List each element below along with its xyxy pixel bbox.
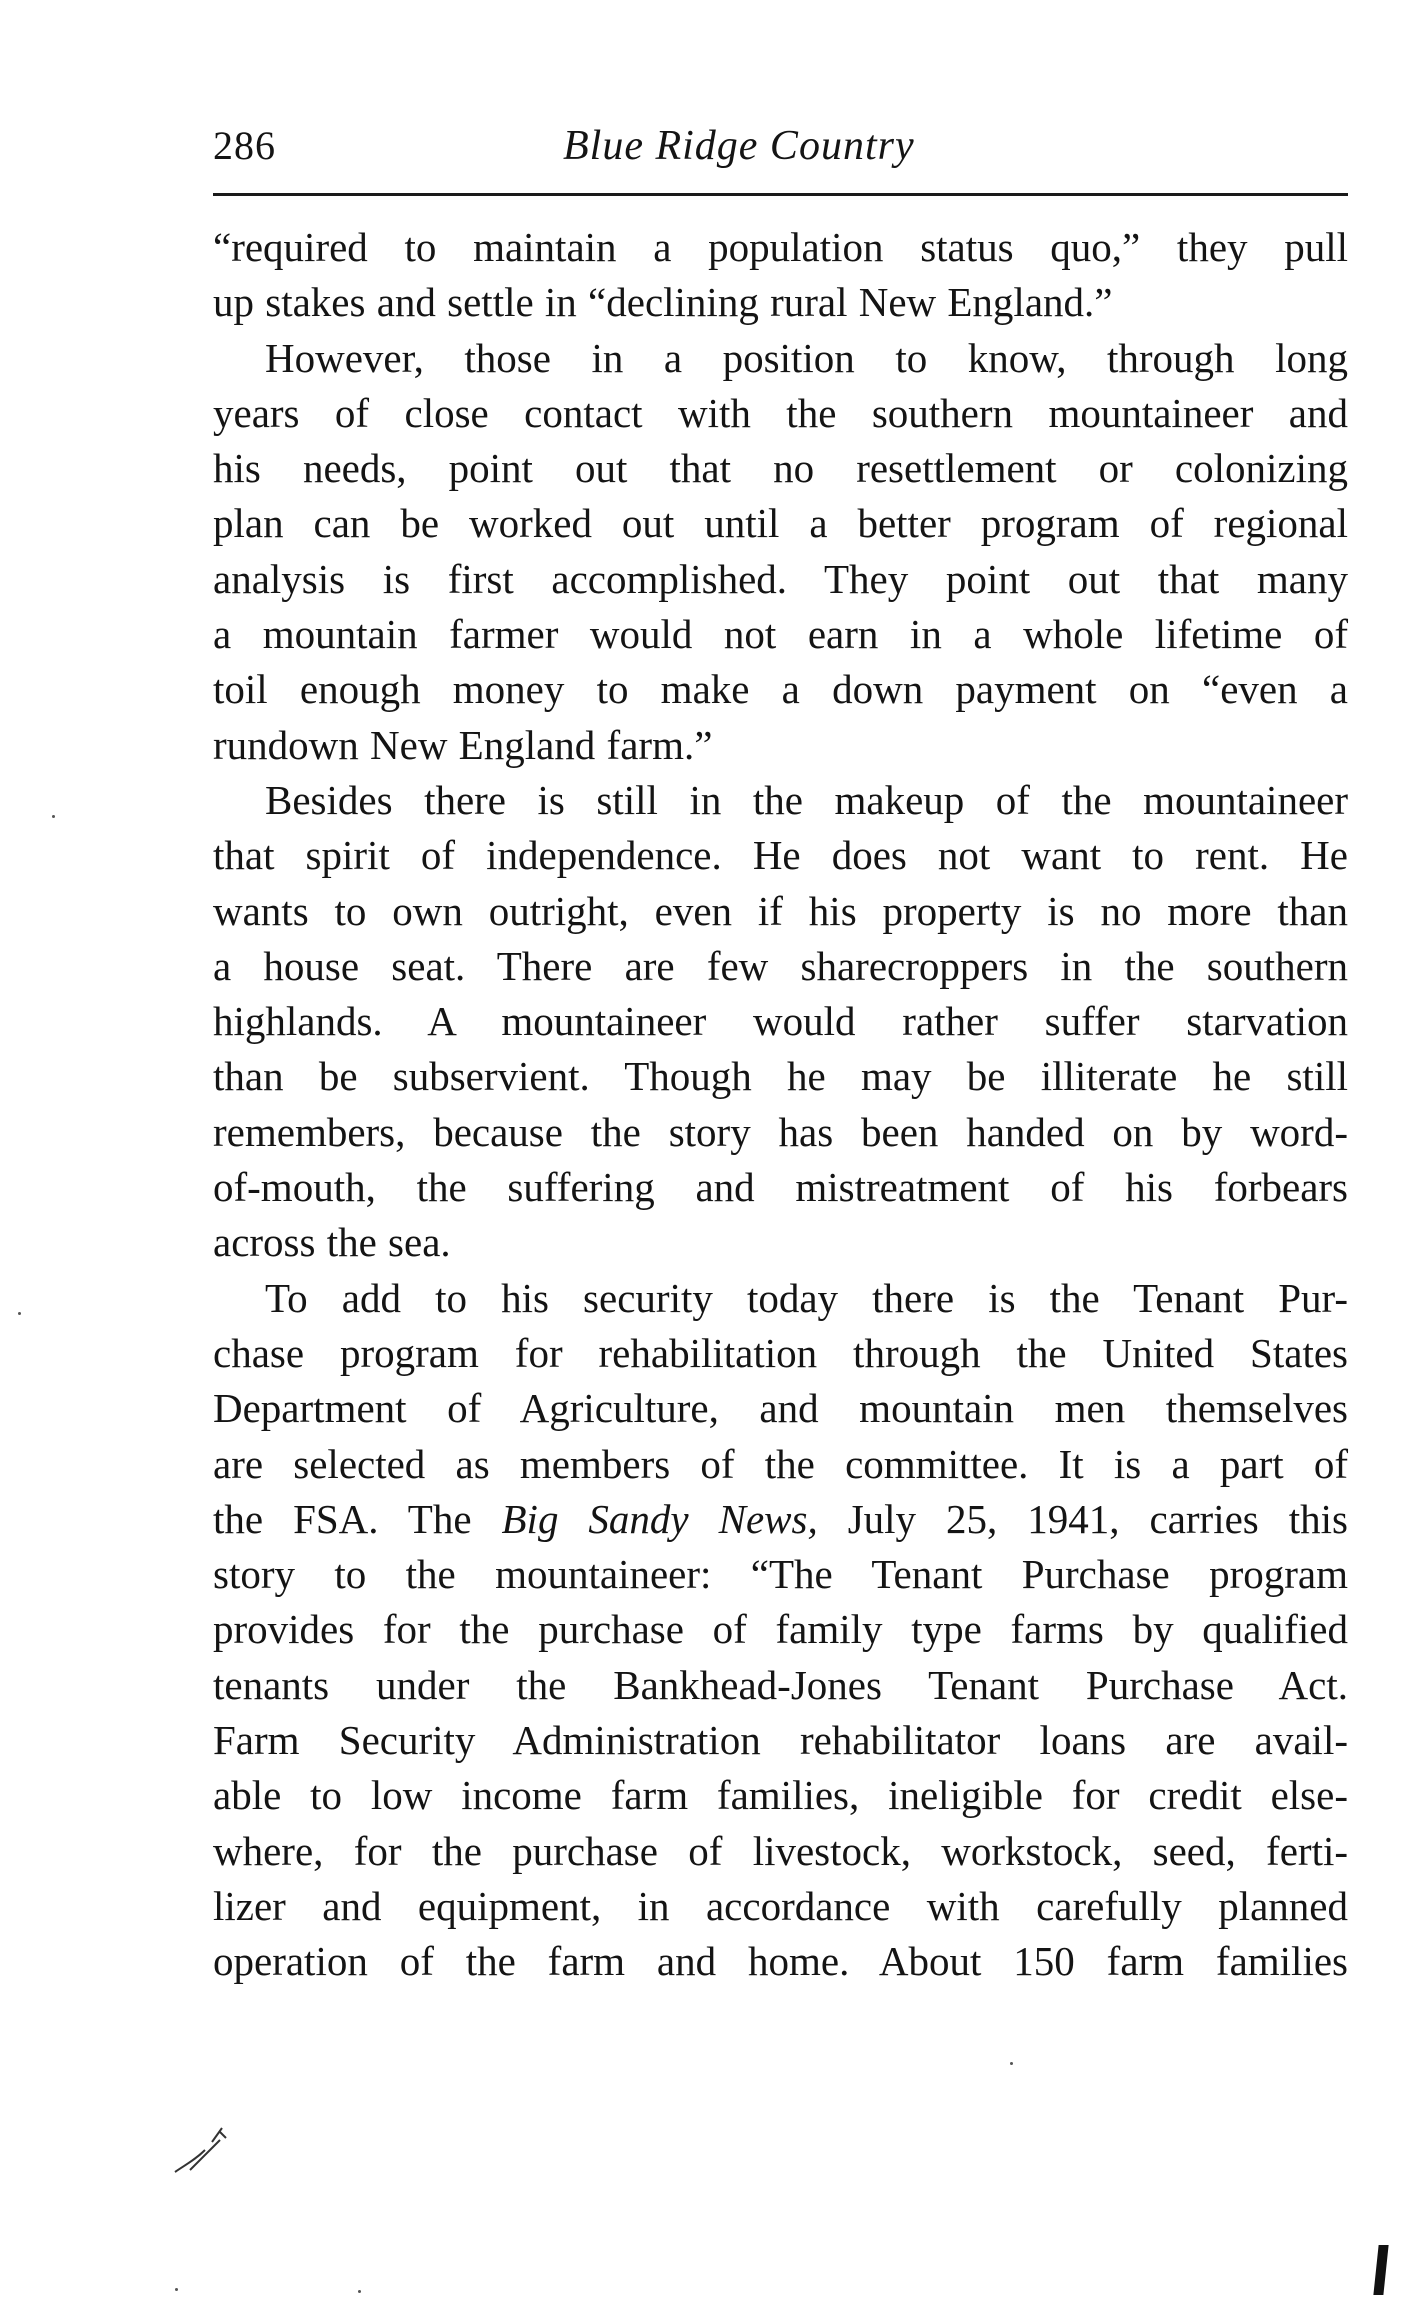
text-line: wants to own outright, even if his property is no more than xyxy=(213,887,1348,934)
text-line: remembers, because the story has been handed on by word- xyxy=(213,1108,1348,1155)
text-line: his needs, point out that no resettlement or colonizing xyxy=(213,445,1348,492)
page-number: 286 xyxy=(213,123,276,168)
speck-dot xyxy=(52,815,55,818)
fsa-prefix: the FSA. The xyxy=(213,1495,502,1542)
text-line: “required to maintain a population status quo,” they pull xyxy=(213,224,1348,270)
text-line: than be subservient. Though he may be illiterate he still xyxy=(213,1053,1348,1100)
running-title: Blue Ridge Country xyxy=(563,123,915,169)
header-rule xyxy=(213,193,1348,196)
body-text xyxy=(213,220,1348,1990)
text-line: tenants under the Bankhead-Jones Tenant Purchase Act. xyxy=(213,1661,1348,1708)
text-line: a house seat. There are few sharecroppers in the southern xyxy=(213,942,1348,989)
text-line: rundown New England farm.” xyxy=(213,721,713,768)
text-line: are selected as members of the committee. It is a part of xyxy=(213,1440,1348,1487)
text-line: highlands. A mountaineer would rather suffer starvation xyxy=(213,998,1348,1045)
margin-ink-mark xyxy=(1373,2245,1388,2295)
text-line: Besides there is still in the makeup of the mountaineer xyxy=(265,776,1348,823)
text-line: a mountain farmer would not earn in a whole lifetime of xyxy=(213,611,1348,658)
text-line: up stakes and settle in “declining rural New England.” xyxy=(213,279,1113,326)
text-line: toil enough money to make a down payment on “even a xyxy=(213,666,1348,713)
text-line: lizer and equipment, in accordance with carefully planned xyxy=(213,1882,1348,1929)
text-line: of-mouth, the suffering and mistreatment of his forbears xyxy=(213,1164,1348,1211)
text-line: Department of Agriculture, and mountain men themselves xyxy=(213,1385,1348,1432)
text-line: However, those in a position to know, through long xyxy=(265,334,1348,381)
text-line: story to the mountaineer: “The Tenant Purchase program xyxy=(213,1551,1348,1598)
text-line: analysis is first accomplished. They point out that many xyxy=(213,555,1348,602)
speck-dot xyxy=(1010,2062,1013,2065)
text-line: provides for the purchase of family type farms by qualified xyxy=(213,1606,1348,1653)
text-line-fsa xyxy=(213,1492,1348,1547)
text-line: where, for the purchase of livestock, workstock, seed, ferti- xyxy=(213,1827,1348,1874)
speck-dot xyxy=(18,1312,21,1315)
text-line: plan can be worked out until a better program of regional xyxy=(213,500,1348,547)
fsa-suffix: July 25, 1941, carries this xyxy=(817,1495,1348,1542)
text-line: across the sea. xyxy=(213,1219,451,1266)
text-line: To add to his security today there is the Tenant Pur- xyxy=(265,1274,1348,1321)
page-header xyxy=(213,112,1348,182)
text-line: able to low income farm families, ineligible for credit else- xyxy=(213,1772,1348,1819)
newspaper-title: Big Sandy News, xyxy=(501,1495,818,1542)
text-line: Farm Security Administration rehabilitator loans are avail- xyxy=(213,1717,1348,1764)
speck-dot xyxy=(175,2288,178,2291)
text-line: operation of the farm and home. About 150 farm families xyxy=(213,1938,1348,1985)
text-line: years of close contact with the southern mountaineer and xyxy=(213,389,1348,436)
text-line: chase program for rehabilitation through the United States xyxy=(213,1329,1348,1376)
pencil-scratch-mark xyxy=(170,2120,240,2180)
speck-dot xyxy=(358,2290,361,2293)
text-line: that spirit of independence. He does not want to rent. He xyxy=(213,832,1348,879)
